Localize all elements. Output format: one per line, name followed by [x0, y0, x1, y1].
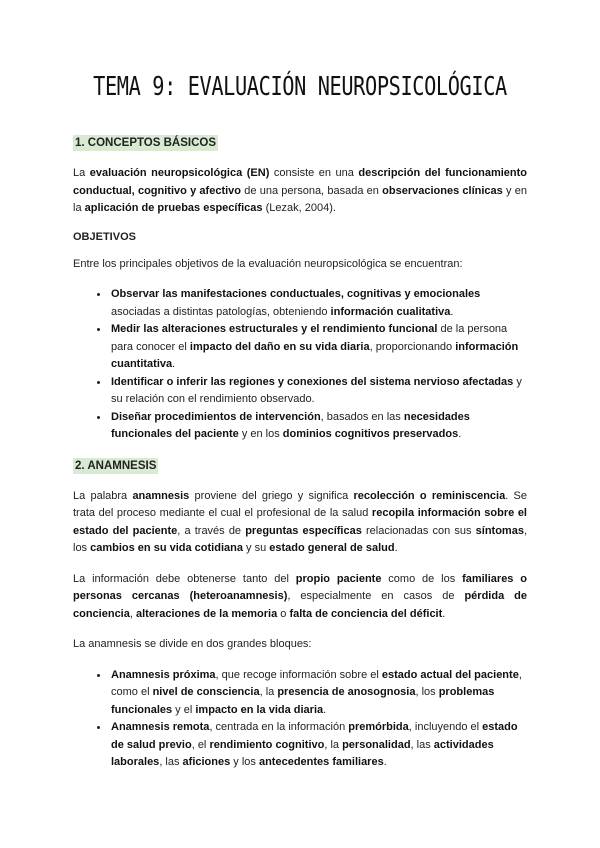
list-item: • Identificar o inferir las regiones y conexiones del sistema nervioso afectadas y su relación con el rendimiento observado. [109, 374, 527, 409]
bold-run: Medir las alteraciones estructurales y el rendimiento funcional [111, 323, 438, 335]
list-item: • Diseñar procedimientos de intervención, basados en las necesidades funcionales del paciente y en los dominios cognitivos preservados. [109, 409, 527, 444]
bold-run: estado de salud previo [111, 721, 518, 751]
paragraph-anamnesis-definicion: La palabra anamnesis proviene del griego y significa recolección o reminiscencia. Se trata del proceso mediante el cual el profesional de la salud recopila información sobre el estado del paciente, a través de preguntas específicas relacionadas con sus síntomas, los cambios en su vida cotidiana y su estado general de salud. [73, 489, 527, 554]
objetivos-list [73, 286, 527, 444]
bold-run: impacto en la vida diaria [195, 703, 324, 716]
paragraph-objetivos-intro: Entre los principales objetivos de la evaluación neuropsicológica se encuentran: [73, 257, 463, 270]
paragraph-anamnesis-fuentes: La información debe obtenerse tanto del propio paciente como de los familiares o personas cercanas (heteroanamnesis), especialmente en casos de pérdida de conciencia, alteraciones de la memoria o falta de conciencia del déficit. [73, 572, 527, 620]
bold-run: dominios cognitivos preservados [282, 428, 459, 440]
bold-run: problemas funcionales [111, 686, 495, 716]
bold-run: Diseñar procedimientos de intervención [111, 410, 321, 423]
bold-run: necesidades funcionales del paciente [111, 410, 470, 440]
bold-run: aficiones [182, 756, 231, 768]
section-heading-conceptos: 1. CONCEPTOS BÁSICOS [75, 137, 217, 149]
section-heading-anamnesis: 2. ANAMNESIS [75, 459, 157, 472]
bold-run: anamnesis [132, 489, 190, 502]
bold-run: familiares o personas cercanas (heteroanamnesis) [73, 572, 527, 602]
anamnesis-list [73, 667, 527, 772]
bold-run: Identificar o inferir las regiones y conexiones del sistema nervioso afectadas [111, 375, 514, 388]
bold-run: síntomas [475, 524, 524, 537]
bold-run: Anamnesis remota [111, 721, 210, 733]
bold-run: antecedentes familiares [258, 756, 384, 768]
list-item: • Anamnesis próxima, que recoge información sobre el estado actual del paciente, como el nivel de consciencia, la presencia de anosognosia, los problemas funcionales y el impacto en la vida diaria. [109, 667, 527, 720]
bold-run: información cualitativa [330, 305, 451, 318]
bold-run: información cuantitativa [111, 340, 519, 370]
document-body [73, 133, 527, 784]
bold-run: presencia de anosognosia [277, 686, 416, 698]
bold-run: recolección o reminiscencia [353, 489, 506, 502]
bold-run: estado actual del paciente [381, 668, 519, 681]
bold-run: preguntas específicas [245, 524, 362, 537]
page-title: TEMA 9: EVALUACIÓN NEUROPSICOLÓGICA [93, 72, 507, 102]
paragraph-anamnesis-bloques: La anamnesis se divide en dos grandes bloques: [73, 638, 312, 650]
bold-run: alteraciones de la memoria [135, 607, 278, 620]
bold-run: cambios en su vida cotidiana [90, 542, 243, 554]
bold-run: observaciones clínicas [382, 184, 503, 197]
subheading-objetivos: OBJETIVOS [73, 230, 136, 243]
bold-run: descripción del funcionamiento conductual, cognitivo y afectivo [73, 167, 527, 197]
list-item: • Observar las manifestaciones conductuales, cognitivas y emocionales asociadas a distintas patologías, obteniendo información cualitativa. [109, 286, 527, 321]
bold-run: Observar las manifestaciones conductuales, cognitivas y emocionales [111, 288, 481, 300]
bold-run: pérdida de conciencia [73, 590, 527, 620]
bold-run: recopila información sobre el estado del paciente [73, 507, 527, 537]
bold-run: rendimiento cognitivo [209, 738, 325, 751]
list-item: • Anamnesis remota, centrada en la información premórbida, incluyendo el estado de salud previo, el rendimiento cognitivo, la personalidad, las actividades laborales, las aficiones y los antecedentes familiares. [109, 719, 527, 772]
bold-run: aplicación de pruebas específicas [84, 202, 263, 214]
bold-run: personalidad [342, 738, 411, 751]
bold-run: estado general de salud [269, 542, 395, 554]
bold-run: impacto del daño en su vida diaria [189, 340, 370, 353]
bold-run: falta de conciencia del déficit [289, 607, 443, 620]
bold-run: propio paciente [295, 572, 382, 585]
list-item: • Medir las alteraciones estructurales y el rendimiento funcional de la persona para conocer el impacto del daño en su vida diaria, proporcionando información cuantitativa. [109, 321, 527, 374]
bold-run: nivel de consciencia [152, 686, 260, 698]
bold-run: Anamnesis próxima [111, 668, 216, 681]
paragraph-definicion: La evaluación neuropsicológica (EN) consiste en una descripción del funcionamiento conductual, cognitivo y afectivo de una persona, basada en observaciones clínicas y en la aplicación de pruebas específicas (Lezak, 2004). [73, 167, 528, 214]
bold-run: evaluación neuropsicológica (EN) [89, 167, 270, 179]
bold-run: premórbida [348, 721, 409, 733]
bold-run: actividades laborales [111, 738, 494, 768]
